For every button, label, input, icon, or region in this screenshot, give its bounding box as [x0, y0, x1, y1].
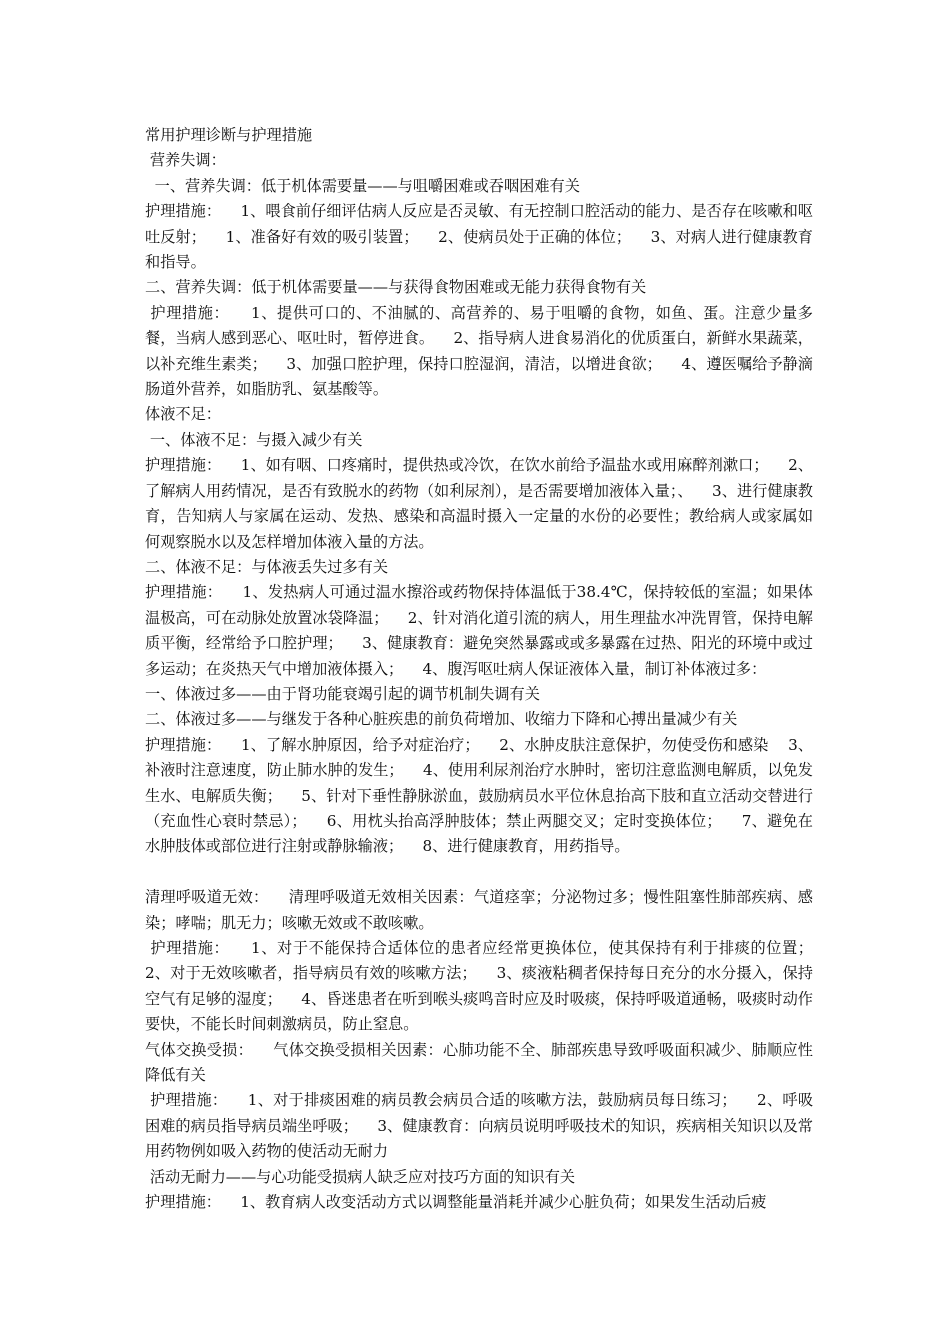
document-page — [145, 123, 833, 1215]
subheading-nutrition-1: 一、营养失调：低于机体需要量——与咀嚼困难或吞咽困难有关 — [145, 176, 580, 195]
care-measures-paragraph: 护理措施： 1、发热病人可通过温水擦浴或药物保持体温低于38.4℃，保持较低的室温；如果体温极高，可在动脉处放置冰袋降温； 2、针对消化道引流的病人，用生理盐水冲洗胃管，保持电解质平衡，经常给予口腔护理； 3、健康教育：避免突然暴露或或多暴露在过热、阳光的环境中或过多运动；在炎热天气中增加液体摄入； 4、腹泻呕吐病人保证液体入量，制订补体液过多： — [145, 583, 813, 678]
section-heading-airway: 清理呼吸道无效： 清理呼吸道无效相关因素：气道痉挛；分泌物过多；慢性阻塞性肺部疾病、感染；哮喘；肌无力；咳嗽无效或不敢咳嗽。 — [145, 888, 813, 932]
care-measures-paragraph: 护理措施： 1、教育病人改变活动方式以调整能量消耗并减少心脏负荷；如果发生活动后疲 — [145, 1193, 767, 1212]
section-heading-nutrition: 营养失调： — [145, 151, 226, 170]
document-title: 常用护理诊断与护理措施 — [145, 126, 313, 144]
care-measures-paragraph: 护理措施： 1、提供可口的、不油腻的、高营养的、易于咀嚼的食物，如鱼、蛋。注意少量多餐，当病人感到恶心、呕吐时，暂停进食。 2、指导病人进食易消化的优质蛋白，新鲜水果蔬菜，以补充维生素类； 3、加强口腔护理，保持口腔湿润，清洁，以增进食欲； 4、遵医嘱给予静滴肠道外营养，如脂肪乳、氨基酸等。 — [145, 303, 813, 399]
subheading-fluid-excess-1: 一、体液过多——由于肾功能衰竭引起的调节机制失调有关 — [145, 684, 540, 703]
care-measures-paragraph: 护理措施： 1、如有咽、口疼痛时，提供热或冷饮，在饮水前给予温盐水或用麻醉剂漱口； 2、了解病人用药情况，是否有致脱水的药物（如利尿剂），是否需要增加液体入量；、 3、进行健康教育，告知病人与家属在运动、发热、感染和高温时摄入一定量的水份的必要性；教给病人或家属如何观察脱水以及怎样增加体液入量的方法。 — [145, 456, 813, 551]
care-measures-paragraph: 护理措施： 1、对于不能保持合适体位的患者应经常更换体位，使其保持有利于排痰的位置； 2、对于无效咳嗽者，指导病员有效的咳嗽方法； 3、痰液粘稠者保持每日充分的水分摄入，保持空气有足够的湿度； 4、昏迷患者在听到喉头痰鸣音时应及时吸痰，保持呼吸道通畅，吸痰时动作要快，不能长时间刺激病员，防止窒息。 — [145, 938, 833, 1034]
care-measures-paragraph: 护理措施： 1、了解水肿原因，给予对症治疗； 2、水肿皮肤注意保护，勿使受伤和感染 3、补液时注意速度，防止肺水肿的发生； 4、使用利尿剂治疗水肿时，密切注意监测电解质，以免发生水、电解质失衡； 5、针对下垂性静脉淤血，鼓励病员水平位休息抬高下肢和直立活动交替进行（充血性心衰时禁忌）； 6、用枕头抬高浮肿肢体；禁止两腿交叉；定时变换体位； 7、避免在水肿肢体或部位进行注射或静脉输液； 8、进行健康教育，用药指导。 — [145, 735, 813, 856]
section-heading-gas-exchange: 气体交换受损： 气体交换受损相关因素：心肺功能不全、肺部疾患导致呼吸面积减少、肺顺应性降低有关 — [145, 1040, 813, 1085]
section-heading-fluid-deficit: 体液不足： — [145, 405, 221, 424]
section-heading-activity-intolerance: 活动无耐力——与心功能受损病人缺乏应对技巧方面的知识有关 — [145, 1167, 576, 1186]
subheading-nutrition-2: 二、营养失调：低于机体需要量——与获得食物困难或无能力获得食物有关 — [145, 278, 647, 297]
subheading-fluid-deficit-2: 二、体液不足：与体液丢失过多有关 — [145, 557, 388, 576]
care-measures-paragraph: 护理措施： 1、对于排痰困难的病员教会病员合适的咳嗽方法，鼓励病员每日练习； 2、呼吸困难的病员指导病员端坐呼吸； 3、健康教育：向病员说明呼吸技术的知识，疾病相关知识以及常用药物例如吸入药物的使活动无耐力 — [145, 1091, 814, 1161]
subheading-fluid-deficit-1: 一、体液不足：与摄入减少有关 — [145, 430, 363, 449]
subheading-fluid-excess-2: 二、体液过多——与继发于各种心脏疾患的前负荷增加、收缩力下降和心搏出量减少有关 — [145, 710, 738, 729]
blank-line — [145, 860, 813, 885]
care-measures-paragraph: 护理措施： 1、喂食前仔细评估病人反应是否灵敏、有无控制口腔活动的能力、是否存在咳嗽和呕吐反射； 1、准备好有效的吸引装置； 2、使病员处于正确的体位； 3、对病人进行健康教育和指导。 — [145, 202, 813, 272]
